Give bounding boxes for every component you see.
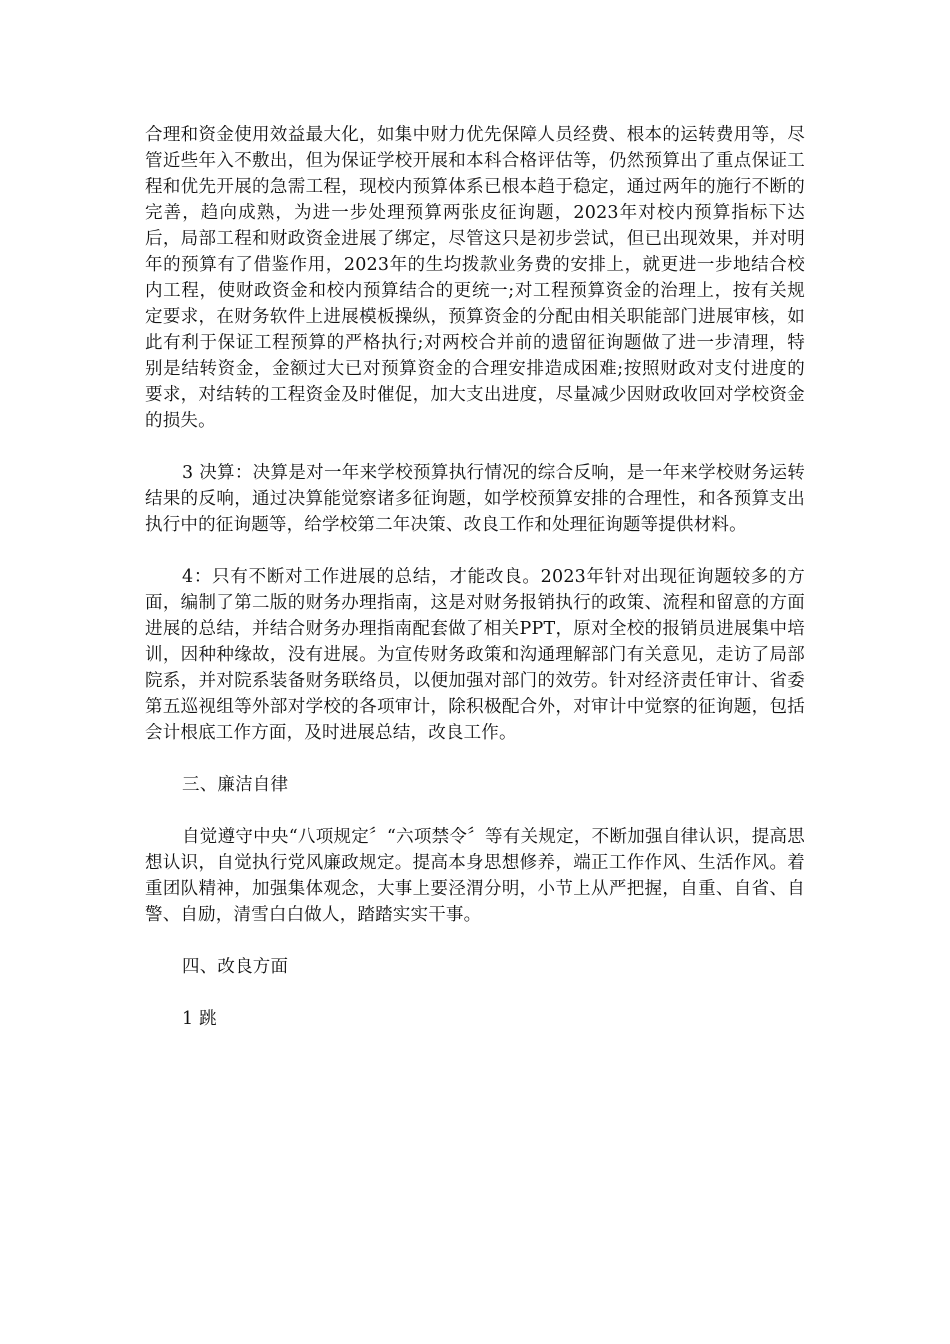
section-heading-integrity: 三、廉洁自律 [182, 775, 289, 795]
paragraph-integrity: 自觉遵守中央“八项规定〞“六项禁令〞等有关规定，不断加强自律认识，提高思想认识，自觉执行党风廉政规定。提高本身思想修养，端正工作作风、生活作风。着重团队精神，加强集体观念，大事上要泾渭分明，小节上从严把握，自重、自省、自警、自励，清雪白白做人，踏踏实实干事。 [145, 827, 805, 925]
paragraph-budget-management: 合理和资金使用效益最大化，如集中财力优先保障人员经费、根本的运转费用等，尽管近些年入不敷出，但为保证学校开展和本科合格评估等，仍然预算出了重点保证工程和优先开展的急需工程，现校内预算体系已根本趋于稳定，通过两年的施行不断的完善，趋向成熟，为进一步处理预算两张皮征询题，2023年对校内预算指标下达后，局部工程和财政资金进展了绑定，尽管这只是初步尝试，但已出现效果，并对明年的预算有了借鉴作用，2023年的生均拨款业务费的安排上，就更进一步地结合校内工程，使财政资金和校内预算结合的更统一;对工程预算资金的治理上，按有关规定要求，在财务软件上进展模板操纵，预算资金的分配由相关职能部门进展审核，如此有利于保证工程预算的严格执行;对两校合并前的遗留征询题做了进一步清理，特别是结转资金，金额过大已对预算资金的合理安排造成困难;按照财政对支付进度的要求，对结转的工程资金及时催促，加大支出进度，尽量减少因财政收回对学校资金的损失。 [145, 125, 805, 431]
document-body [145, 122, 805, 1032]
paragraph-work-summary: 4：只有不断对工作进展的总结，才能改良。2023年针对出现征询题较多的方面，编制了第二版的财务办理指南，这是对财务报销执行的政策、流程和留意的方面进展的总结，并结合财务办理指南配套做了相关PPT，原对全校的报销员进展集中培训，因种种缘故，没有进展。为宣传财务政策和沟通理解部门有关意见，走访了局部院系，并对院系装备财务联络员，以便加强对部门的效劳。针对经济责任审计、省委第五巡视组等外部对学校的各项审计，除积极配合外，对审计中觉察的征询题，包括会计根底工作方面，及时进展总结，改良工作。 [145, 567, 805, 743]
paragraph-final-accounts: 3 决算：决算是对一年来学校预算执行情况的综合反响，是一年来学校财务运转结果的反响，通过决算能觉察诸多征询题，如学校预算安排的合理性，和各预算支出执行中的征询题等，给学校第二年决策、改良工作和处理征询题等提供材料。 [145, 463, 805, 535]
paragraph-improvement-item: 1 跳 [182, 1009, 217, 1029]
section-heading-improvement: 四、改良方面 [182, 957, 289, 977]
